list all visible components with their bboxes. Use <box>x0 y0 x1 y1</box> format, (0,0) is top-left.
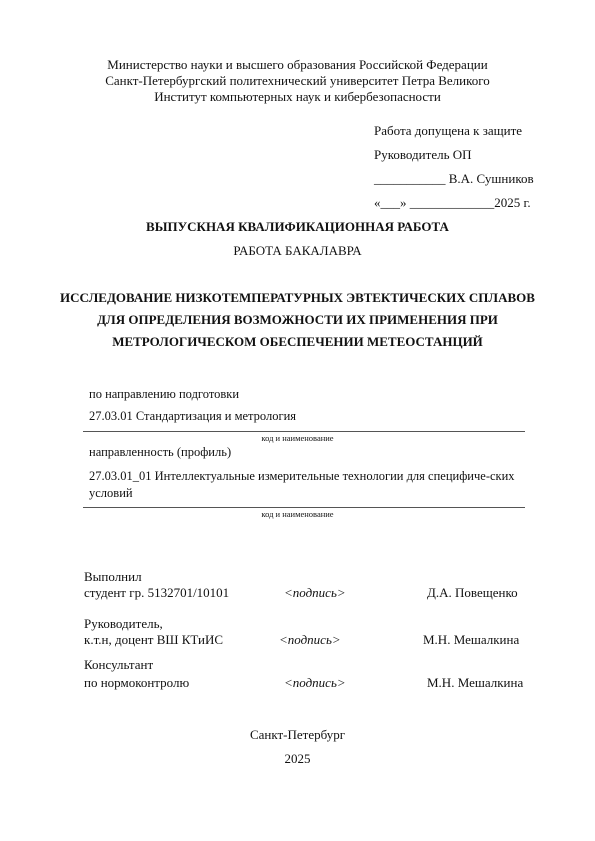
consultant-signature: <подпись> <box>284 675 346 690</box>
student-name: Д.А. Повещенко <box>427 585 518 600</box>
profile-caption: код и наименование <box>261 509 334 519</box>
student-signature: <подпись> <box>284 585 346 600</box>
institute-name: Институт компьютерных наук и кибербезопасности <box>154 89 441 104</box>
direction-underline <box>83 431 525 432</box>
approval-date: «___» _____________2025 г. <box>374 195 531 210</box>
consultant-role: Консультант <box>84 657 154 672</box>
supervisor-name: М.Н. Мешалкина <box>423 632 520 647</box>
student-role: Выполнил <box>84 569 142 584</box>
student-group: студент гр. 5132701/10101 <box>84 585 230 600</box>
university-name: Санкт-Петербургский политехнический университет Петра Великого <box>105 73 490 88</box>
work-subtype: РАБОТА БАКАЛАВРА <box>233 243 362 258</box>
program-head-signature: ___________ В.А. Сушников <box>374 171 534 186</box>
consultant-name: М.Н. Мешалкина <box>427 675 524 690</box>
profile-value: 27.03.01_01 Интеллектуальные измерительные технологии для специфиче-ских условий <box>89 469 515 500</box>
program-head-label: Руководитель ОП <box>374 147 472 162</box>
work-type: ВЫПУСКНАЯ КВАЛИФИКАЦИОННАЯ РАБОТА <box>146 219 449 234</box>
ministry-name: Министерство науки и высшего образования Российской Федерации <box>107 57 488 72</box>
year: 2025 <box>284 751 311 766</box>
profile-underline <box>83 507 525 508</box>
direction-value: 27.03.01 Стандартизация и метрология <box>89 409 297 423</box>
supervisor-signature: <подпись> <box>279 632 341 647</box>
city: Санкт-Петербург <box>249 727 346 742</box>
supervisor-position: к.т.н, доцент ВШ КТиИС <box>84 632 224 647</box>
approval-line: Работа допущена к защите <box>374 123 523 138</box>
thesis-title: ИССЛЕДОВАНИЕ НИЗКОТЕМПЕРАТУРНЫХ ЭВТЕКТИЧЕСКИХ СПЛАВОВ ДЛЯ ОПРЕДЕЛЕНИЯ ВОЗМОЖНОСТИ ИХ ПРИМЕНЕНИЯ ПРИ МЕТРОЛОГИЧЕСКОМ ОБЕСПЕЧЕНИИ МЕТЕОСТАНЦИЙ <box>60 290 535 349</box>
consultant-position: по нормоконтролю <box>84 675 190 690</box>
supervisor-role: Руководитель, <box>84 616 163 631</box>
direction-label: по направлению подготовки <box>89 387 240 401</box>
profile-label: направленность (профиль) <box>89 445 232 459</box>
direction-caption: код и наименование <box>261 433 334 443</box>
